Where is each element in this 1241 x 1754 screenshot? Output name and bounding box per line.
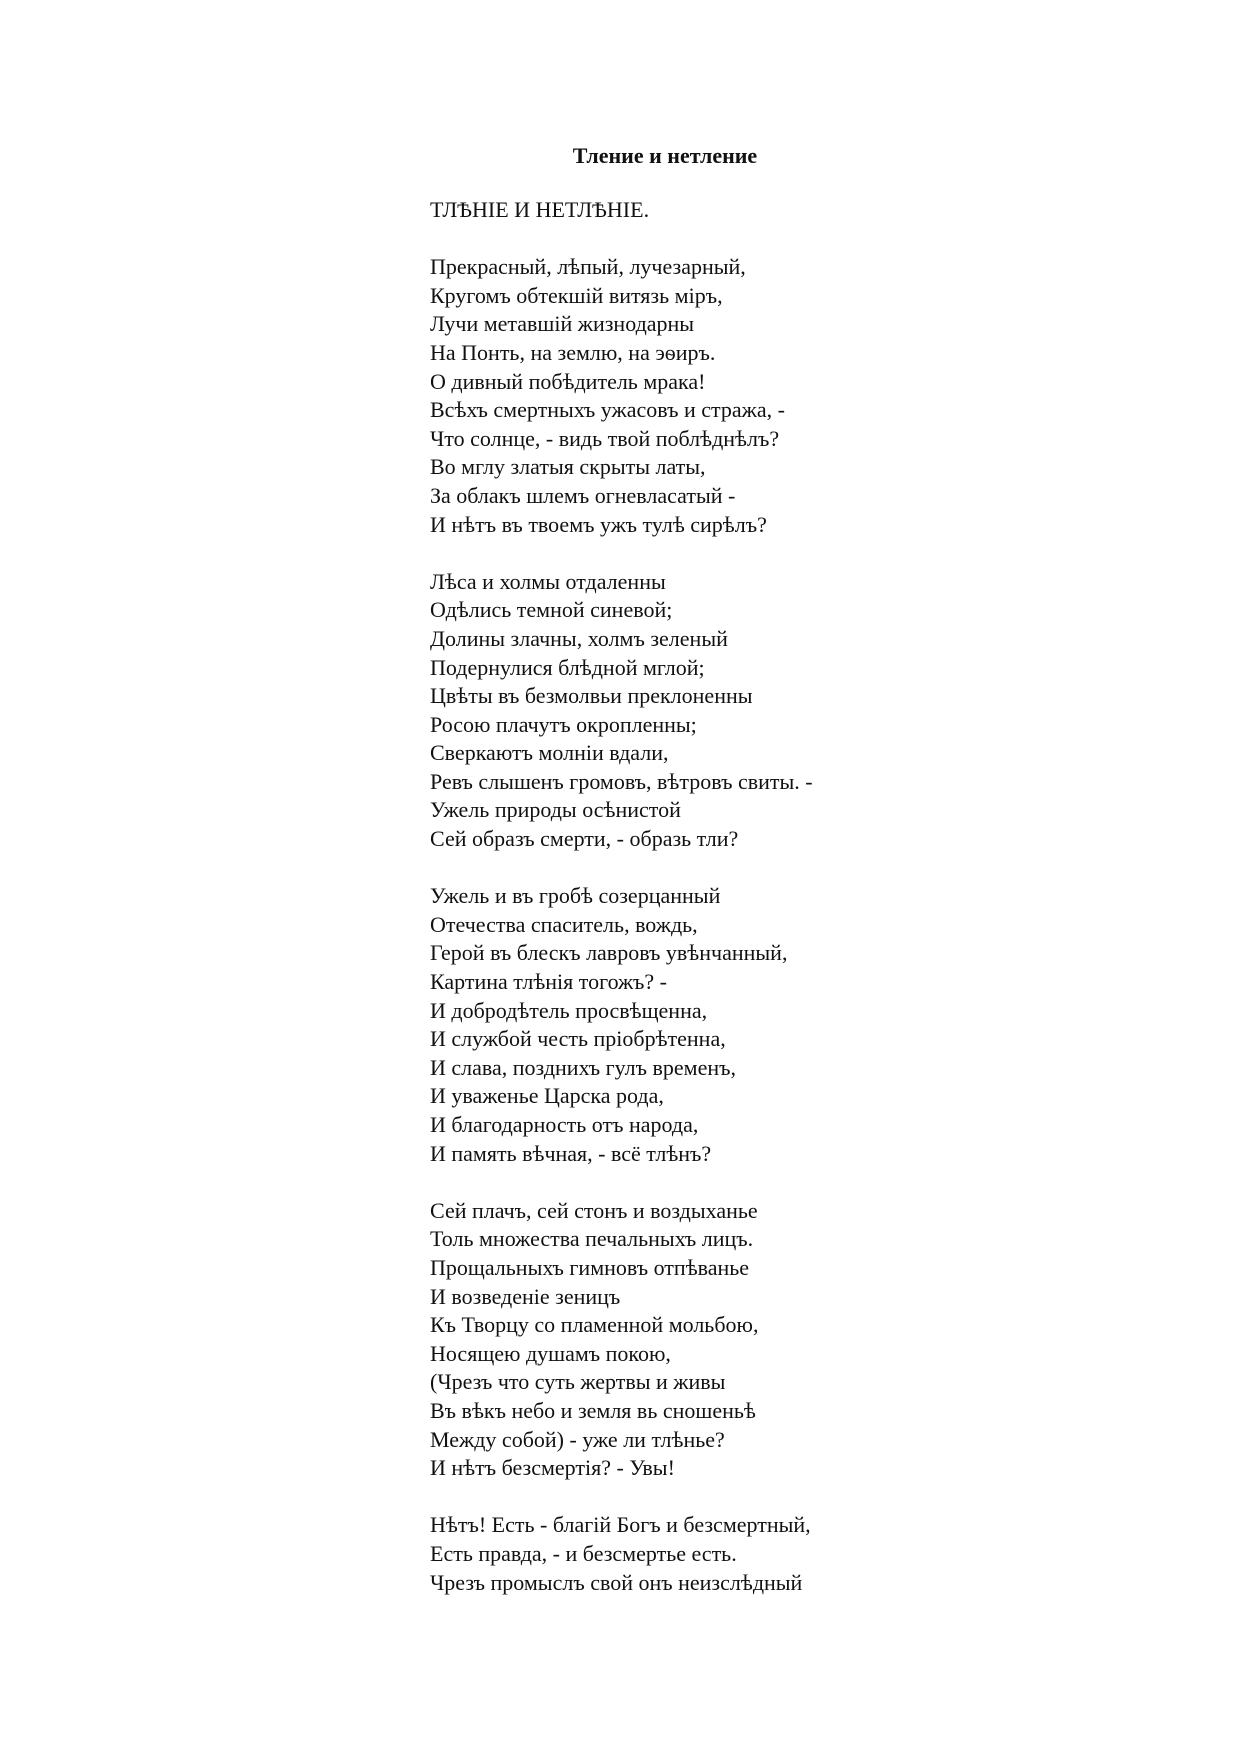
poem-line: И уваженье Царска рода, <box>430 1083 664 1109</box>
poem-line: И службой честь пріобрѣтенна, <box>430 1026 726 1052</box>
poem-line: Чрезъ промыслъ свой онъ неизслѣдный <box>430 1569 803 1595</box>
poem-stanza <box>430 253 1130 539</box>
poem-line: Сей образъ смерти, - образь тли? <box>430 826 739 852</box>
poem-body <box>430 196 1130 1626</box>
poem-line: Ужель природы осѣнистой <box>430 797 681 823</box>
poem-line: Въ вѣкъ небо и земля вь сношеньѣ <box>430 1397 756 1423</box>
poem-line: Картина тлѣнія тогожъ? - <box>430 969 667 995</box>
poem-line: Отечества спаситель, вождь, <box>430 911 698 937</box>
poem-line: Кругомъ обтекшій витязь міръ, <box>430 282 723 308</box>
poem-line: Ужель и въ гробѣ созерцанный <box>430 883 721 909</box>
poem-line: Сверкаютъ молніи вдали, <box>430 740 669 766</box>
poem-line: Прощальныхъ гимновъ отпѣванье <box>430 1254 750 1280</box>
poem-line: И благодарность отъ народа, <box>430 1112 699 1137</box>
poem-line: Ревъ слышенъ громовъ, вѣтровъ свиты. - <box>430 768 813 794</box>
poem-line: И слава, позднихъ гулъ временъ, <box>430 1054 737 1080</box>
poem-stanza <box>430 1511 1130 1597</box>
poem-line: Лучи метавшій жизнодарны <box>430 311 695 337</box>
poem-line: Сей плачъ, сей стонъ и воздыханье <box>430 1197 758 1223</box>
poem-line: Есть правда, - и безсмертье есть. <box>430 1540 737 1566</box>
poem-stanza <box>430 1197 1130 1483</box>
poem-line: (Чрезъ что суть жертвы и живы <box>430 1369 726 1395</box>
poem-line: Во мглу златыя скрыты латы, <box>430 454 706 480</box>
poem-line: Росою плачутъ окропленны; <box>430 711 697 737</box>
poem-subtitle: ТЛѢНІЕ И НЕТЛѢНІЕ. <box>430 197 650 222</box>
poem-line: Между собой) - уже ли тлѣнье? <box>430 1426 725 1452</box>
poem-line: Лѣса и холмы отдаленны <box>430 568 666 594</box>
poem-stanza <box>430 568 1130 854</box>
poem-line: Толь множества печальныхъ лицъ. <box>430 1226 754 1252</box>
poem-line: Что солнце, - видь твой поблѣднѣлъ? <box>430 425 780 451</box>
poem-line: На Понть, на землю, на эѳиръ. <box>430 339 716 365</box>
poem-line: Нѣтъ! Есть - благій Богъ и безсмертный, <box>430 1512 811 1538</box>
poem-line: Прекрасный, лѣпый, лучезарный, <box>430 254 746 280</box>
poem-line: Одѣлись темной синевой; <box>430 597 673 623</box>
poem-line: Подернулися блѣдной мглой; <box>430 654 705 680</box>
poem-line: И память вѣчная, - всё тлѣнъ? <box>430 1140 712 1166</box>
poem-line: И добродѣтель просвѣщенна, <box>430 997 708 1023</box>
poem-line: О дивный побѣдитель мрака! <box>430 368 706 394</box>
poem-line: И возведеніе зеницъ <box>430 1283 621 1309</box>
poem-line: Долины злачны, холмъ зеленый <box>430 625 728 651</box>
stanza-list <box>430 253 1130 1597</box>
poem-line: Къ Творцу со пламенной мольбою, <box>430 1312 759 1338</box>
poem-line: За облакъ шлемъ огневласатый - <box>430 482 736 508</box>
poem-line: И нѣтъ въ твоемъ ужъ тулѣ сирѣлъ? <box>430 511 767 537</box>
poem-line: И нѣтъ безсмертія? - Увы! <box>430 1455 675 1481</box>
poem-line: Носящею душамъ покою, <box>430 1340 671 1366</box>
poem-line: Цвѣты въ безмолвьи преклоненны <box>430 683 753 709</box>
poem-line: Всѣхъ смертныхъ ужасовъ и стража, - <box>430 397 785 423</box>
poem-stanza <box>430 882 1130 1168</box>
document-title: Тление и нетление <box>572 143 758 168</box>
poem-line: Герой въ блескъ лавровъ увѣнчанный, <box>430 940 788 966</box>
